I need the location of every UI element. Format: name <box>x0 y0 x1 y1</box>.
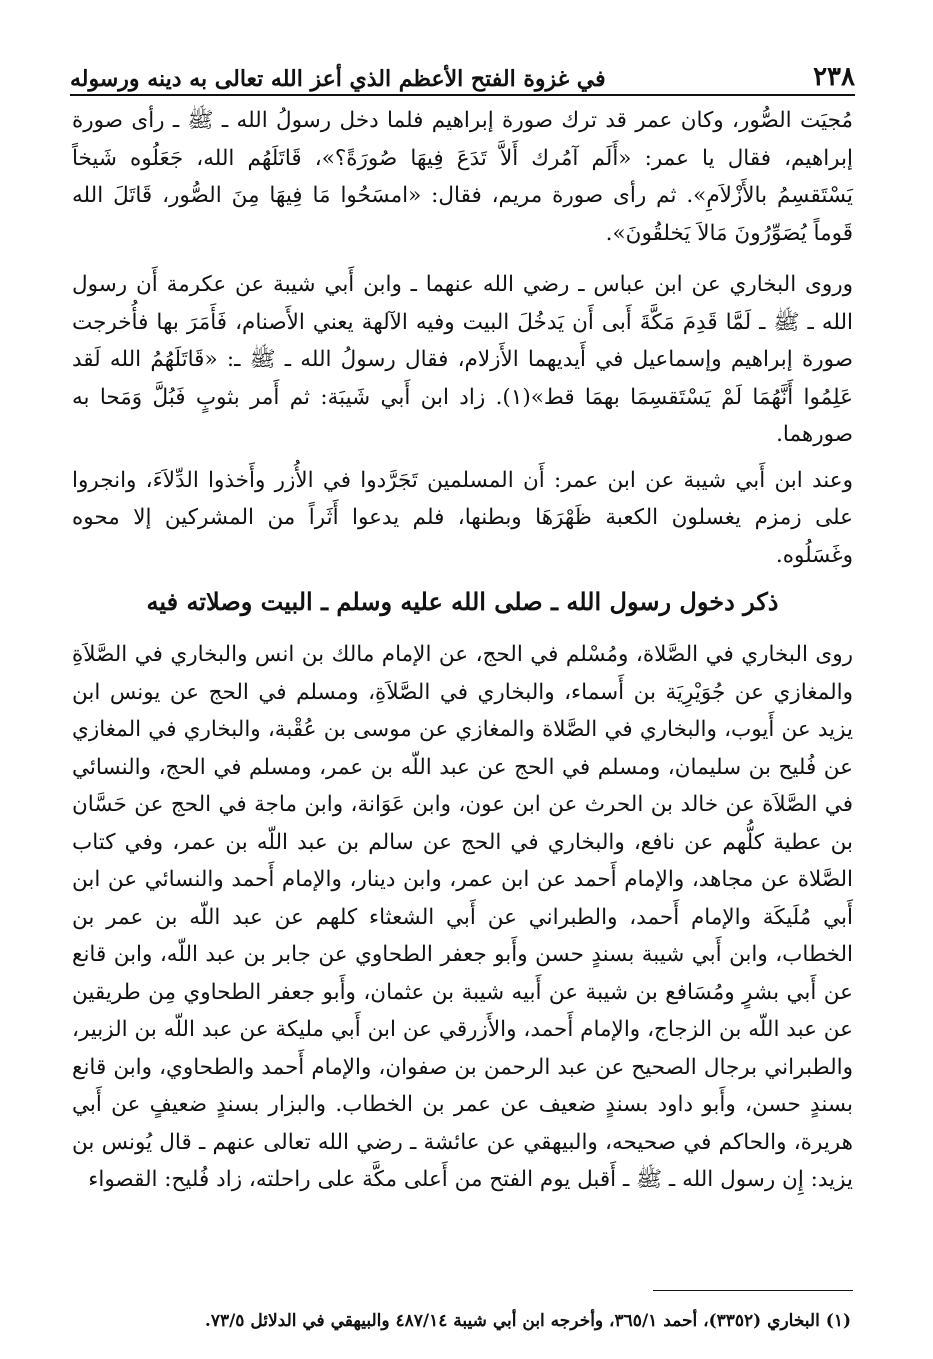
footnote-divider <box>653 1290 853 1291</box>
header-divider <box>70 94 855 96</box>
page-header <box>70 52 855 92</box>
section-heading: ذكر دخول رسول الله ـ صلى الله عليه وسلم ـ البيت وصلاته فيه <box>146 587 779 616</box>
section-paragraph: روى البخاري في الصَّلاة، ومُسْلم في الحج، عن الإمام مالك بن انس والبخاري في الصَّلاَةِ والمغازي عن جُوَيْرِيَة بن أَسماء، والبخاري في الصَّلاَةِ، ومسلم في الحج عن يونس ابن يزيد عن أَيوب، والبخاري في الصَّلاة والمغازي عن موسى بن عُقْبة، والبخاري في المغازي عن فُليح بن سليمان، ومسلم في الحج عن عبد اللّه بن عمر، ومسلم في الحج، والنسائي في الصَّلاَة عن خالد بن الحرث عن ابن عون، وابن عَوَانة، وابن ماجة في الحج عن حَسَّان بن عطية كلُّهم عن نافع، والبخاري في الحج عن سالم بن عبد اللّه بن عمر، وفي كتاب الصَّلاة عن مجاهد، والإمام أَحمد عن ابن عمر، وابن دينار، والإمام أَحمد والنسائي عن ابن أَبي مُلَيكَة والإمام أَحمد، والطبراني عن أَبي الشعثاء كلهم عن عبد اللّه بن عمر بن الخطاب، وابن أَبي شيبة بسندٍ حسن وأَبو جعفر الطحاوي عن جابر بن عبد اللّه، وابن قانع عن أَبي بشرٍ ومُسَافع بن شيبة عن أَبيه شيبة بن عثمان، وأَبو جعفر الطحاوي مِن طريقين عن عبد اللّه بن الزجاج، والإمام أَحمد، والأَزرقي عن ابن أَبي مليكة عن عبد اللّه بن الزبير، والطبراني برجال الصحيح عن عبد الرحمن بن صفوان، والإمام أَحمد والطحاوي، وابن قانع بسندٍ حسن، وأَبو داود بسندٍ ضعيف عن عمر بن الخطاب. والبزار بسندٍ ضعيفٍ عن أَبي هريرة، والحاكم في صحيحه، والبيهقي عن عائشة ـ رضي الله تعالى عنهم ـ قال يُونس بن يزيد: إِن رسول الله ـ ﷺ ـ أَقبل يوم الفتح من أَعلى مكَّة على راحلته، زاد فُليح: القصواء <box>72 642 853 1192</box>
paragraph-3: وعند ابن أَبي شيبة عن ابن عمر: أَن المسلمين تَجَرَّدوا في الأُزر وأَخذوا الدِّلاَءَ، وانجروا على زمزم يغسلون الكعبة ظَهْرَهَا وبطنها، فلم يدعوا أَثَراً من المشركين إلا محوه وغَسَلُوه. <box>72 467 853 568</box>
running-title: في غزوة الفتح الأعظم الذي أعز الله تعالى به دينه ورسوله <box>70 66 606 92</box>
paragraph-2: وروى البخاري عن ابن عباس ـ رضي الله عنهما ـ وابن أَبي شيبة عن عكرمة أَن رسول الله ـ ﷺ ـ لَمَّا قَدِمَ مَكَّةَ أَبى أَن يَدخُلَ البيت وفيه الآلهة يعني الأَصنام، فَأَمَرَ بها فأُخرجت صورة إبراهيم وإسماعيل في أَيديهما الأَزلام، فقال رسولُ الله ـ ﷺ ـ: «قَاتَلَهُمُ الله لَقد عَلِمُوا أَنَّهُمَا لَمْ يَسْتَقسِمَا بهمَا قط»(١). زاد ابن أَبي شَيبَة: ثم أَمر بثوبٍ فَبُلَّ وَمَحا به صورهما. <box>72 272 853 447</box>
paragraph-1: مُجيَت الصُّور، وكان عمر قد ترك صورة إبراهيم فلما دخل رسولُ الله ـ ﷺ ـ رأى صورة إبراهيم، فقال يا عمر: «أَلَم آمُرك أَلاَّ تَدَعَ فِيهَا صُورَةً؟»، قَاتَلَهُم الله، جَعَلُوه شَيخاً يَسْتَقسِمُ بالأَزْلاَمِ». ثم رأى صورة مريم، فقال: «امسَحُوا مَا فِيهَا مِنَ الصُّور، قَاتَلَ الله قَوماً يُصَوِّرُونَ مَالاَ يَخلقُونَ». <box>72 108 853 246</box>
page-number: ٢٣٨ <box>813 62 855 92</box>
main-text <box>72 102 853 1199</box>
footnote: (١) البخاري (٣٣٥٢)، أحمد ٣٦٥/١، وأخرجه ابن أبي شيبة ٤٨٧/١٤ والبيهقي في الدلائل ٧٣/٥. <box>204 1311 851 1331</box>
